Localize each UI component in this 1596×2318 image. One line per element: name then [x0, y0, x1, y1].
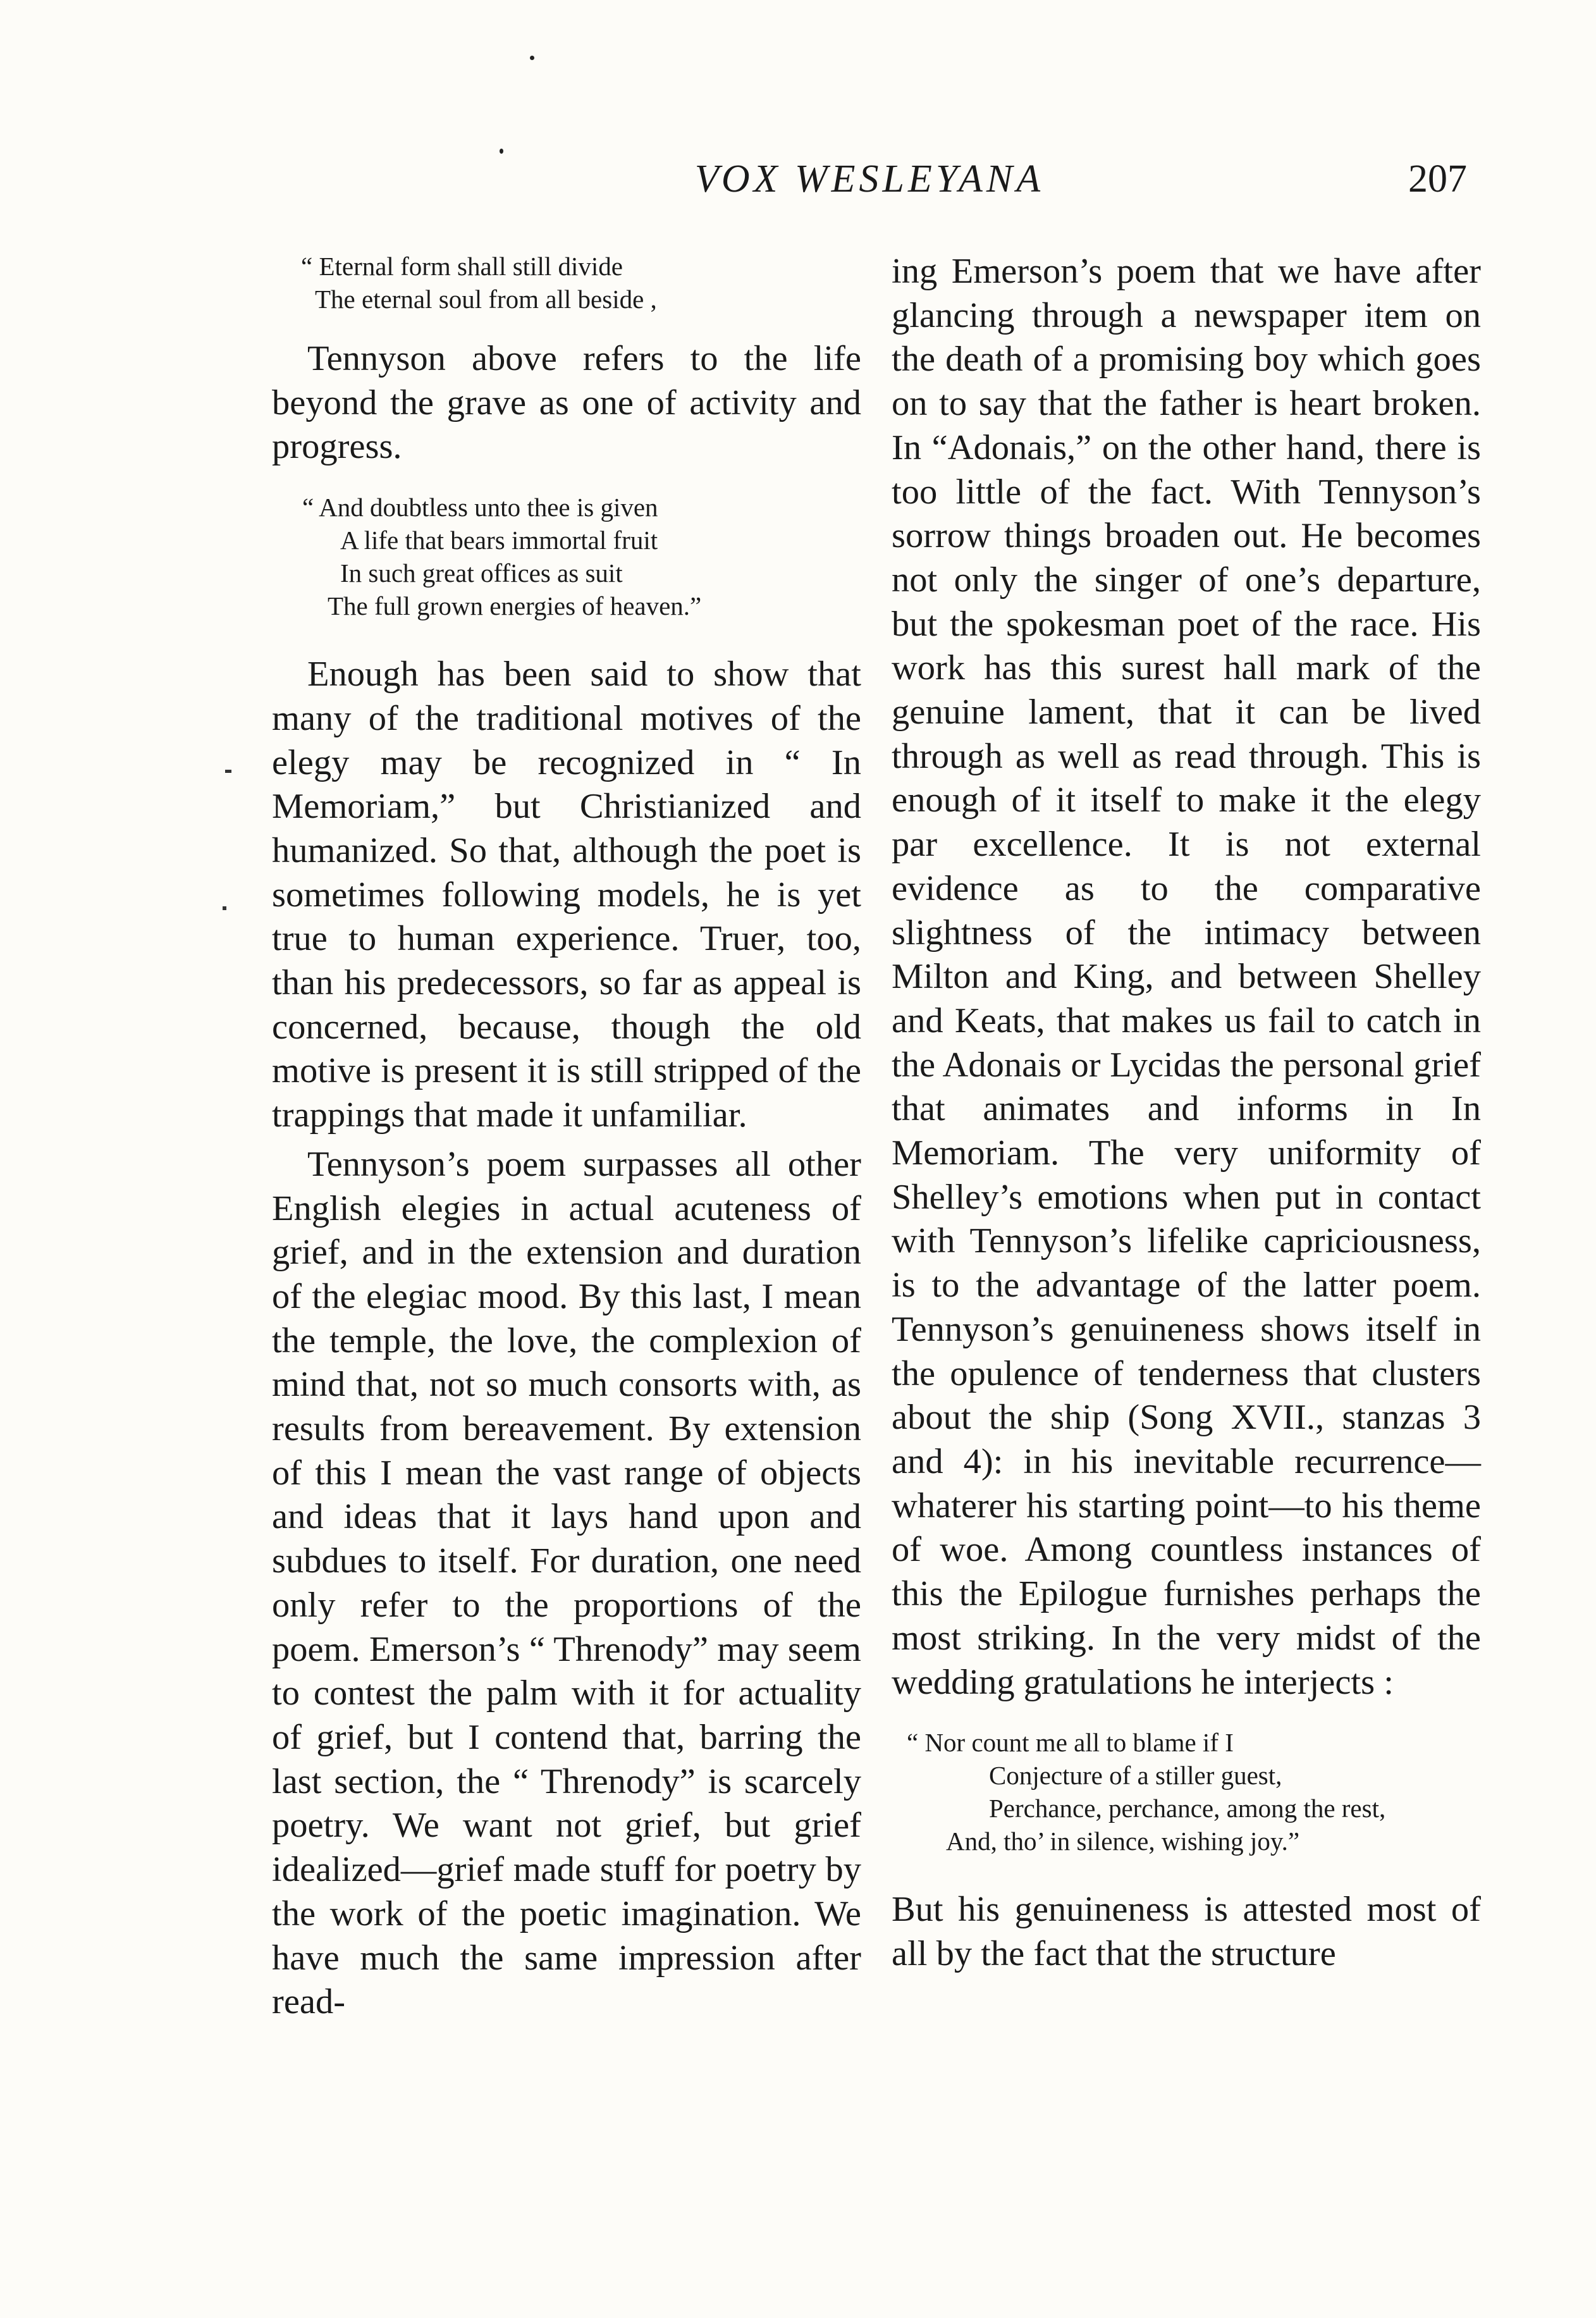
verse-line: In such great offices as suit [340, 558, 623, 588]
right-column [892, 250, 1481, 1976]
verse-line: The eternal soul from all beside , [315, 285, 657, 314]
verse-line: A life that bears immortal fruit [340, 526, 658, 555]
paragraph: Enough has been said to show that many of the traditional motives of the elegy may be recognized in “ In Memoriam,” but Christianized and humanized. So that, although the poet is sometimes following models, he is yet true to human experience. Truer, too, than his predecessors, so far as appeal is concerned, because, though the old motive is present it is still stripped of the trappings that made it unfamiliar. [272, 655, 861, 1135]
margin-mark [225, 770, 231, 773]
page-number: 207 [1408, 157, 1467, 200]
verse-quote [892, 1726, 1481, 1858]
verse-line: “ Nor count me all to blame if I [907, 1728, 1234, 1758]
paragraph: Tennyson above refers to the life beyond the grave as one of activity and progress. [272, 339, 861, 467]
paragraph: Tennyson’s poem surpasses all other English elegies in actual acuteness of grief, and in the extension and duration of the elegiac mood. By this last, I mean the temple, the love, the complexion of mind that, not so much consorts with, as results from bereavement. By extension of this I mean the vast range of objects and ideas that it lays hand upon and subdues to itself. For duration, one need only refer to the proportions of the poem. Emerson’s “ Threnody” may seem to contest the palm with it for actuality of grief, but I contend that, barring the last section, the “ Threnody” is scarcely poetry. We want not grief, but grief idealized—grief made stuff for poetry by the work of the poetic imagination. We have much the same impression after read- [272, 1144, 861, 2022]
verse-line: Perchance, perchance, among the rest, [989, 1794, 1386, 1823]
margin-mark [223, 906, 226, 910]
paragraph: ing Emerson’s poem that we have after glancing through a newspaper item on the death of a promising boy which goes on to say that the father is heart broken. In “Adonais,” on the other hand, there is too little of the fact. With Tennyson’s sorrow things broaden out. He becomes not only the singer of one’s departure, but the spokesman poet of the race. His work has this surest hall mark of the genuine lament, that it can be lived through as well as read through. This is enough of it itself to make it the elegy par excellence. It is not external evidence as to the comparative slightness of the intimacy between Milton and King, and between Shelley and Keats, that makes us fail to catch in the Adonais or Lycidas the personal grief that animates and informs in In Memoriam. The very uniformity of Shelley’s emotions when put in contact with Tennyson’s lifelike capriciousness, is to the advantage of the latter poem. Tennyson’s genuineness shows itself in the opulence of tenderness that clusters about the ship (Song XVII., stanzas 3 and 4): in his inevitable recurrence—whaterer his starting point—to his theme of woe. Among countless instances of this the Epilogue furnishes perhaps the most striking. In the very midst of the wedding gratulations he interjects : [892, 252, 1481, 1702]
verse-line: “ Eternal form shall still divide [301, 252, 623, 281]
running-title: VOX WESLEYANA [694, 157, 1045, 200]
verse-quote [272, 250, 861, 316]
verse-line: And, tho’ in silence, wishing joy.” [946, 1827, 1300, 1856]
left-column [272, 250, 861, 2025]
speck-mark [530, 56, 534, 60]
verse-line: Conjecture of a stiller guest, [989, 1761, 1282, 1791]
page-header [272, 157, 1467, 214]
verse-quote [272, 491, 861, 622]
verse-line: “ And doubtless unto thee is given [302, 493, 658, 522]
speck-mark [500, 149, 503, 154]
verse-line: The full grown energies of heaven.” [328, 591, 702, 621]
paragraph: But his genuineness is attested most of all by the fact that the structure [892, 1890, 1481, 1973]
